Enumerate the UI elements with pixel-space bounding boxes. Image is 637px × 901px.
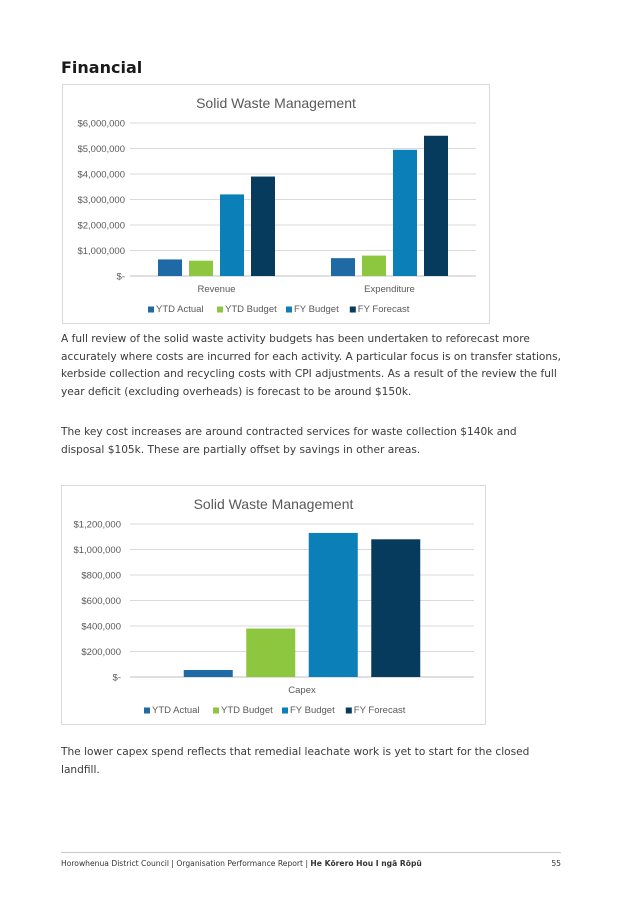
legend-label: YTD Actual	[152, 705, 200, 716]
legend-swatch	[350, 307, 356, 313]
bar-fy-forecast-revenue	[251, 177, 275, 276]
legend-label: YTD Budget	[221, 705, 273, 716]
y-tick-label: $600,000	[81, 596, 121, 607]
chart-legend	[148, 304, 410, 315]
bar-fy-forecast-capex	[371, 539, 420, 677]
capex-chart-svg	[62, 486, 485, 724]
y-tick-label: $2,000,000	[77, 220, 125, 232]
legend-label: YTD Budget	[225, 304, 277, 315]
capex-chart	[61, 485, 486, 725]
legend-swatch	[213, 708, 219, 714]
legend-label: FY Forecast	[357, 304, 410, 315]
legend-label: FY Budget	[290, 705, 335, 716]
y-tick-label: $200,000	[81, 647, 121, 658]
legend-swatch	[144, 708, 150, 714]
x-category-label: Revenue	[197, 284, 236, 295]
chart-title: Solid Waste Management	[193, 496, 354, 512]
chart-legend	[144, 705, 406, 716]
y-tick-label: $3,000,000	[77, 195, 125, 206]
footer-text: Horowhenua District Council | Organisation Performance Report |	[61, 859, 311, 868]
legend-label: FY Budget	[294, 304, 339, 315]
y-tick-label: $6,000,000	[77, 118, 125, 130]
legend-label: FY Forecast	[353, 705, 406, 716]
legend-swatch	[217, 307, 223, 313]
footer-bold-text: He Kōrero Hou I ngā Rōpū	[310, 859, 422, 868]
section-title: Financial	[61, 58, 143, 77]
x-category-label: Capex	[288, 685, 316, 696]
y-tick-label: $1,000,000	[77, 246, 125, 257]
page-number: 55	[551, 859, 561, 868]
bar-ytd-actual-expenditure	[331, 258, 355, 276]
revenue-expenditure-chart	[62, 84, 490, 324]
page-footer	[61, 859, 561, 868]
bar-ytd-budget-expenditure	[362, 256, 386, 276]
legend-swatch	[286, 307, 292, 313]
footer-divider	[61, 852, 561, 853]
y-tick-label: $400,000	[81, 621, 121, 633]
y-tick-label: $1,200,000	[73, 519, 121, 531]
capex-paragraph: The lower capex spend reflects that remedial leachate work is yet to start for the closed landfill.	[61, 746, 530, 776]
bar-fy-budget-revenue	[220, 194, 244, 276]
legend-swatch	[148, 307, 154, 313]
bar-ytd-budget-revenue	[189, 261, 213, 276]
y-tick-label: $5,000,000	[77, 144, 125, 155]
y-tick-label: $-	[112, 672, 121, 684]
bar-ytd-budget-capex	[246, 629, 295, 677]
bar-ytd-actual-revenue	[158, 259, 182, 276]
bar-fy-budget-expenditure	[393, 150, 417, 276]
y-tick-label: $1,000,000	[73, 545, 121, 556]
y-tick-label: $-	[116, 271, 125, 283]
legend-label: YTD Actual	[156, 304, 204, 315]
bar-fy-budget-capex	[309, 533, 358, 677]
cost-increase-paragraph: The key cost increases are around contracted services for waste collection $140k and disposal $105k. These are partially offset by savings in other areas.	[61, 426, 517, 456]
y-tick-label: $4,000,000	[77, 169, 125, 181]
x-category-label: Expenditure	[364, 284, 415, 295]
bar-ytd-actual-capex	[184, 670, 233, 677]
revenue-expenditure-chart-svg	[63, 85, 489, 323]
chart-title: Solid Waste Management	[196, 95, 356, 111]
legend-swatch	[346, 708, 352, 714]
bar-fy-forecast-expenditure	[424, 136, 448, 276]
legend-swatch	[282, 708, 288, 714]
y-tick-label: $800,000	[81, 570, 121, 582]
review-paragraph: A full review of the solid waste activity budgets has been undertaken to reforecast more accurately where costs are incurred for each activity. A particular focus is on transfer stations, kerbside collection and recycling costs with CPI adjustments. As a result of the review the full year deficit (excluding overheads) is forecast to be around $150k.	[61, 333, 561, 398]
